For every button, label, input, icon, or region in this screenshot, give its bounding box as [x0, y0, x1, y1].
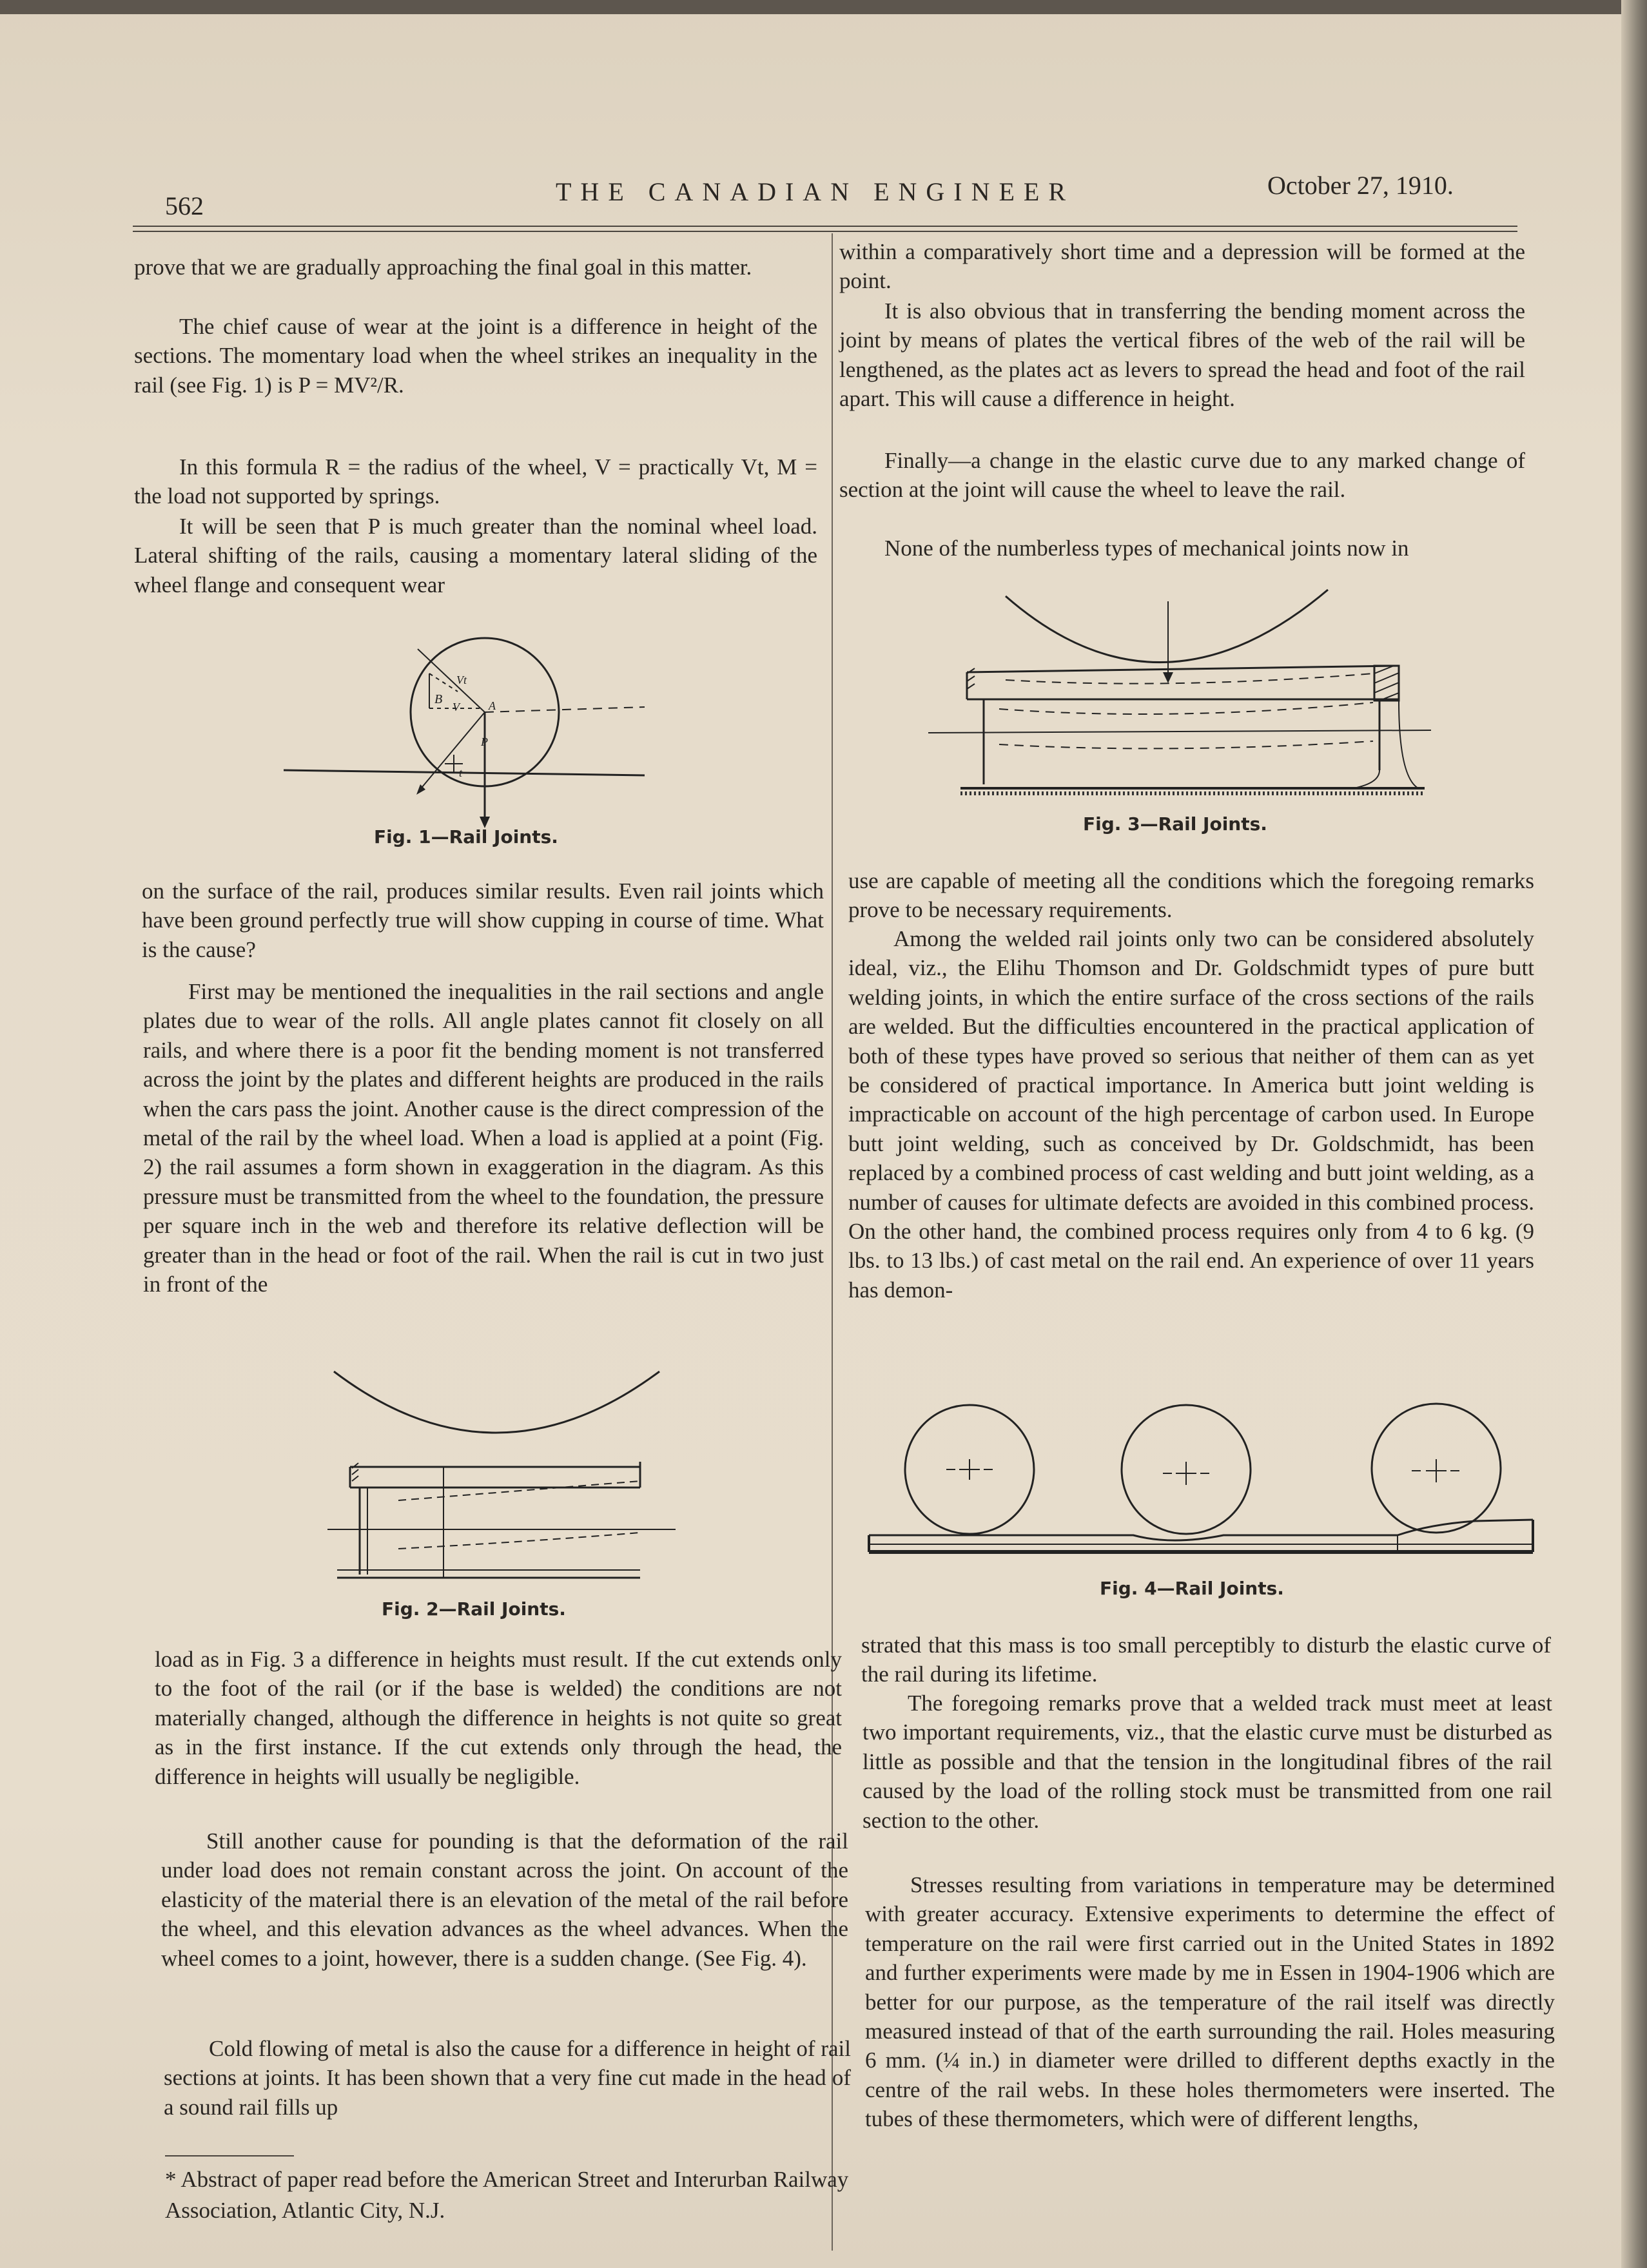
right-paragraph-3: Finally—a change in the elastic curve due to any marked change of section at the joint will cause the wheel to leave the rail.: [839, 448, 1525, 503]
issue-date: October 27, 1910.: [1267, 171, 1454, 200]
right-paragraph-7: strated that this mass is too small perceptibly to disturb the elastic curve of the rail during its lifetime.: [861, 1633, 1551, 1687]
right-paragraph-5: use are capable of meeting all the conditions which the foregoing remarks prove to be necessary requirements.: [848, 868, 1534, 923]
footnote-rule: [165, 2155, 294, 2157]
left-paragraph-5: on the surface of the rail, produces similar results. Even rail joints which have been ground perfectly true will show cupping in course of time. What is the cause?: [142, 878, 824, 962]
fig3-diagram: [928, 583, 1431, 806]
header-rule-bottom: [133, 231, 1517, 232]
fig4-caption: Fig. 4—Rail Joints.: [1100, 1578, 1284, 1599]
fig1-label-vt: Vt: [456, 674, 467, 686]
left-paragraph-3: In this formula R = the radius of the wheel, V = practically Vt, M = the load not supported by springs.: [134, 454, 817, 509]
left-paragraph-8: Still another cause for pounding is that the deformation of the rail under load does not remain constant across the joint. On account of the elasticity of the material there is an elevation of the metal of the rail before the wheel, and this elevation advances as the wheel advances. When the wheel comes to a joint, however, there is a sudden change. (See Fig. 4).: [161, 1828, 848, 1971]
fig2-caption: Fig. 2—Rail Joints.: [382, 1598, 566, 1620]
right-paragraph-4: None of the numberless types of mechanical joints now in: [884, 536, 1409, 561]
left-paragraph-2: The chief cause of wear at the joint is a difference in height of the sections. The momentary load when the wheel strikes an inequality in the rail (see Fig. 1) is P = MV²/R.: [134, 314, 817, 398]
fig3-caption: Fig. 3—Rail Joints.: [1083, 813, 1267, 835]
right-paragraph-1: within a comparatively short time and a depression will be formed at the point.: [839, 239, 1525, 294]
right-paragraph-9: Stresses resulting from variations in temperature may be determined with greater accuracy. Extensive experiments to determine the effect of temperature on the rail were first carried out in the United States in 1892 and further experiments were made by me in Essen in 1904-1906 which are better for our purpose, as the temperature of the rail itself was directly measured instead of that of the earth surrounding the rail. Holes measuring 6 mm. (¼ in.) in diameter were drilled to different depths exactly in the centre of the rail webs. In these holes thermometers were inserted. The tubes of these thermometers, which were of different lengths,: [865, 1872, 1555, 2132]
fig1-label-b: B: [434, 692, 443, 706]
left-paragraph-9: Cold flowing of metal is also the cause for a difference in height of rail sections at joints. It has been shown that a very fine cut made in the head of a sound rail fills up: [164, 2036, 851, 2120]
fig1-label-t: t: [459, 766, 463, 779]
journal-title: THE CANADIAN ENGINEER: [556, 177, 1075, 206]
page-top-edge: [0, 0, 1647, 14]
footnote: * Abstract of paper read before the American Street and Interurban Railway Association, Atlantic City, N.J.: [165, 2167, 849, 2223]
page-number: 562: [165, 191, 204, 220]
left-paragraph-7: load as in Fig. 3 a difference in heights must result. If the cut extends only to the foot of the rail (or if the base is welded) the conditions are not materially changed, although the difference in heights is not quite so great as in the first instance. If the cut extends only through the head, the difference in heights will usually be negligible.: [155, 1647, 842, 1789]
fig1-label-a: A: [489, 699, 496, 712]
fig4-diagram: [862, 1399, 1546, 1579]
fig1-caption: Fig. 1—Rail Joints.: [374, 826, 558, 848]
page-right-edge: [1621, 0, 1647, 2268]
right-paragraph-2: It is also obvious that in transferring the bending moment across the joint by means of plates the vertical fibres of the web of the rail will be lengthened, as the plates act as levers to spread the head and foot of the rail apart. This will cause a difference in height.: [839, 298, 1525, 412]
header-rule-top: [133, 226, 1517, 227]
fig1-label-v: V: [453, 701, 460, 713]
left-paragraph-1: prove that we are gradually approaching the final goal in this matter.: [134, 255, 752, 280]
fig1-diagram: [284, 628, 645, 831]
fig2-diagram: [327, 1365, 676, 1600]
right-paragraph-6: Among the welded rail joints only two can be considered absolutely ideal, viz., the Elihu Thomson and Dr. Goldschmidt types of pure butt welding joints, in which the entire surface of the cross sections of the rails are welded. But the difficulties encountered in the practical application of both of these types have proved so serious that neither of them can as yet be considered of practical importance. In America butt joint welding is impracticable on account of the high percentage of carbon used. In Europe butt joint welding, such as conceived by Dr. Goldschmidt, has been replaced by a combined process of cast welding and butt joint welding, as a number of causes for ultimate defects are avoided in this combined process. On the other hand, the combined process requires only from 4 to 6 kg. (9 lbs. to 13 lbs.) of cast metal on the rail end. An experience of over 11 years has demon-: [848, 926, 1534, 1303]
fig1-label-p: P: [481, 735, 488, 748]
left-paragraph-4: It will be seen that P is much greater than the nominal wheel load. Lateral shifting of the rails, causing a momentary lateral sliding of the wheel flange and consequent wear: [134, 514, 817, 597]
left-paragraph-6: First may be mentioned the inequalities in the rail sections and angle plates due to wear of the rolls. All angle plates cannot fit closely on all rails, and where there is a poor fit the bending moment is not transferred across the joint by the plates and different heights are produced in the rails when the cars pass the joint. Another cause is the direct compression of the metal of the rail by the wheel load. When a load is applied at a point (Fig. 2) the rail assumes a form shown in exaggeration in the diagram. As this pressure must be transmitted from the wheel to the foundation, the pressure per square inch in the web and therefore its relative deflection will be greater than in the head or foot of the rail. When the rail is cut in two just in front of the: [143, 979, 824, 1297]
right-paragraph-8: The foregoing remarks prove that a welded track must meet at least two important requirements, viz., that the elastic curve must be disturbed as little as possible and that the tension in the longitudinal fibres of the rail caused by the load of the rolling stock must be transmitted from one rail section to the other.: [862, 1691, 1552, 1833]
